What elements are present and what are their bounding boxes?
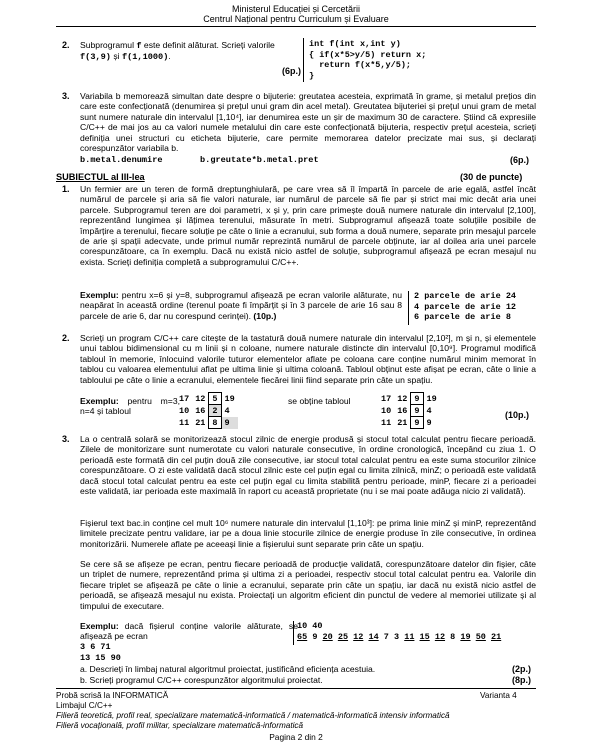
p3-expr1: b.metal.denumire: [80, 155, 163, 165]
footer-exam: Probă scrisă la INFORMATICĂ: [56, 691, 169, 700]
q3-file-line1: 10 40: [297, 621, 323, 631]
page-number: Pagina 2 din 2: [269, 732, 323, 742]
p2-code: int f(int x,int y) { if(x*5>y/5) return x; return f(x*5,y/5); }: [309, 39, 427, 81]
q2-matrix-out: [378, 392, 440, 429]
q3-score-b: (8p.): [512, 675, 531, 685]
q1-number: 1.: [62, 184, 70, 194]
q1-example: Exemplu: pentru x=6 și y=8, subprogramul afișează pe ecran valorile alăturate, nu neapărat în această ordine (terenul poate fi împărțit și în 3 parcele de arie 16 sau 8 parcele de arie 6, dar nu corespund cerinței). (10p.): [80, 290, 402, 321]
q3-part-a: a. Descrieți în limbaj natural algoritmul proiectat, justificând eficiența acestuia.: [80, 664, 376, 674]
p3-text: Variabila b memorează simultan date despre o bijuterie: greutatea acesteia, exprimată în grame, și metalul prețios din care este confecționată (denumirea și prețul unui gram din acel metal). Greutatea bijuteriei și prețul unui gram de metal sunt numere naturale din intervalul [1,10⁴], iar denumirea este un șir de maximum 30 de caractere. Știind că expresiile C/C++ de mai jos au ca valori numele metalului din care este confecționată bijuteria, respectiv prețul acesteia, scrieți definiția unei structuri cu eticheta bijuterie, care permite memorarea datelor precizate mai sus, și declarați corespunzător variabila b.: [80, 91, 536, 154]
q1-output: 2 parcele de arie 24 4 parcele de arie 12 6 parcele de arie 8: [414, 291, 517, 322]
table-row: 10 16 9 4: [381, 405, 432, 416]
footer-track-2: Filieră vocațională, profil militar, specializare matematică-informatică: [56, 721, 304, 730]
q3-output: 3 6 71 13 15 90: [80, 642, 121, 663]
center-title: Centrul Național pentru Curriculum și Evaluare: [203, 14, 389, 24]
section-title: SUBIECTUL al III-lea: [56, 172, 145, 182]
p2-code-bar: [303, 38, 304, 82]
p3-expr2: b.greutate*b.metal.pret: [200, 155, 319, 165]
q3-text2: Fișierul text bac.in conține cel mult 10⁶ numere naturale din intervalul [1,10³]: pe prima linie minZ și minP, reprezentând limitele precizate pentru validare, iar pe a doua linie stocurile zilnice de energie produse în zile consecutive, în ordinea monitorizării. Numerele aflate pe aceeași linie a fișierului sunt separate prin câte un spațiu.: [80, 518, 536, 549]
p2-text: Subprogramul f este definit alăturat. Scrieți valorile f(3,9) și f(1,1000).: [80, 40, 275, 63]
table-row: 17 12 9 19: [381, 393, 437, 404]
q1-output-bar: [408, 291, 409, 325]
q3-text3: Se cere să se afișeze pe ecran, pentru fiecare perioadă de producție validată, corespunzătoare datelor din fișier, câte un triplet de numere, reprezentând prima și ultima zi a perioadei, respectiv stocul total calculat pentru ea. Valorile din fiecare triplet se afișează pe câte o linie a ecranului, separate prin câte un spațiu, iar dacă nu există nicio astfel de perioadă, se afișează mesajul nu exista. Proiectați un algoritm eficient din punctul de vedere al memoriei utilizate și al timpului de executare.: [80, 559, 536, 611]
q3-part-b: b. Scrieți programul C/C++ corespunzător algoritmului proiectat.: [80, 675, 323, 685]
q3-example: Exemplu: dacă fișierul conține valorile alăturate, se afișează pe ecran: [80, 621, 298, 642]
p3-score: (6p.): [510, 155, 529, 165]
table-row: 17 12 5 19: [179, 393, 235, 404]
q2-text: Scrieți un program C/C++ care citește de la tastatură două numere naturale din intervalul [2,10²], m și n, și elementele unui tablou bidimensional cu m linii și n coloane, numere naturale distincte din intervalul [0,10⁹]. Programul modifică tabloul în memorie, înlocuind valorile tuturor elementelor aflate pe coloana care conține numărul minim memorat în tablou cu valoarea elementului aflat pe ultima linie și ultima coloană. Tabloul obținut este afișat pe ecran, câte o linie a tabloului pe câte o linie a ecranului, elementele fiecărei linii fiind separate prin câte un spațiu.: [80, 333, 536, 385]
q2-example-b: se obține tabloul: [288, 396, 351, 406]
footer-rule: [56, 688, 536, 689]
q2-matrix-in: [176, 392, 238, 429]
q1-text: Un fermier are un teren de formă dreptunghiulară, pe care vrea să îl împartă în parcele de arie egală, astfel încât numărul de parcele și aria să fie valori naturale, iar numărul de parcele să fie par și strict mai mic decât aria unei parcele. Subprogramul teren are doi parametri, x și y, prin care primește două numere naturale din intervalul [2,100], reprezentând lungimea și lățimea terenului, măsurate în metri. Subprogramul afișează toate soluțiile posibile de împărțire a terenului, fiecare soluție pe câte o linie a ecranului, sub forma a două numere, separate prin mesajul parcele de arie și spații adecvate, unde primul număr reprezintă numărul de parcele obținute, iar al doilea aria unei parcele corespunzătoare, ca în exemplu. Dacă nu există nicio astfel de soluție, subprogramul afișează pe ecran mesajul nu exista. Scrieți definiția completă a subprogramului C/C++.: [80, 184, 536, 267]
q3-file-bar: [293, 621, 294, 645]
footer-language: Limbajul C/C++: [56, 701, 113, 710]
q2-example-a: Exemplu: pentru m=3, n=4 și tabloul: [80, 396, 180, 417]
q3-text1: La o centrală solară se monitorizează stocul zilnic de energie produsă și stocul total calculat pentru fiecare perioadă. Zilele de monitorizare sunt numerotate cu valori naturale consecutive, în ordine cronologică, începând cu ziua 1. O perioadă este formată din cel puțin două zile consecutive, iar stocul total calculat pentru ea este suma stocurilor zilnice corespunzătoare. O zi este validată dacă stocul zilnic este cel puțin egal cu limita zilnică, minZ; o perioadă este validată dacă stocul total calculat pentru ea este cel puțin egal cu limita stabilită pentru perioade, minP, fiecare zi a perioadei este validată, iar perioada este maximală în raport cu această proprietate (nu i se mai poate adăuga nicio zi validată).: [80, 434, 536, 497]
footer-variant: Varianta 4: [480, 691, 517, 700]
section-points: (30 de puncte): [460, 172, 523, 182]
p2-number: 2.: [62, 40, 70, 50]
q3-file-line2: 65 9 20 25 12 14 7 3 11 15 12 8 19 50 21: [297, 632, 502, 642]
ministry-title: Ministerul Educației și Cercetării: [231, 4, 361, 14]
table-row: 10 16 2 4: [179, 405, 230, 416]
table-row: 11 21 8 9: [176, 417, 238, 429]
q3-score-a: (2p.): [512, 664, 531, 674]
header-rule: [56, 26, 536, 27]
footer-track-1: Filieră teoretică, profil real, specializare matematică-informatică / matematică-informatică intensiv informatică: [56, 711, 450, 720]
q2-score: (10p.): [505, 410, 530, 420]
p3-number: 3.: [62, 91, 70, 101]
table-row: 11 21 9 9: [381, 417, 432, 428]
q3-number: 3.: [62, 434, 70, 444]
q2-number: 2.: [62, 333, 70, 343]
p2-score: (6p.): [282, 66, 301, 76]
